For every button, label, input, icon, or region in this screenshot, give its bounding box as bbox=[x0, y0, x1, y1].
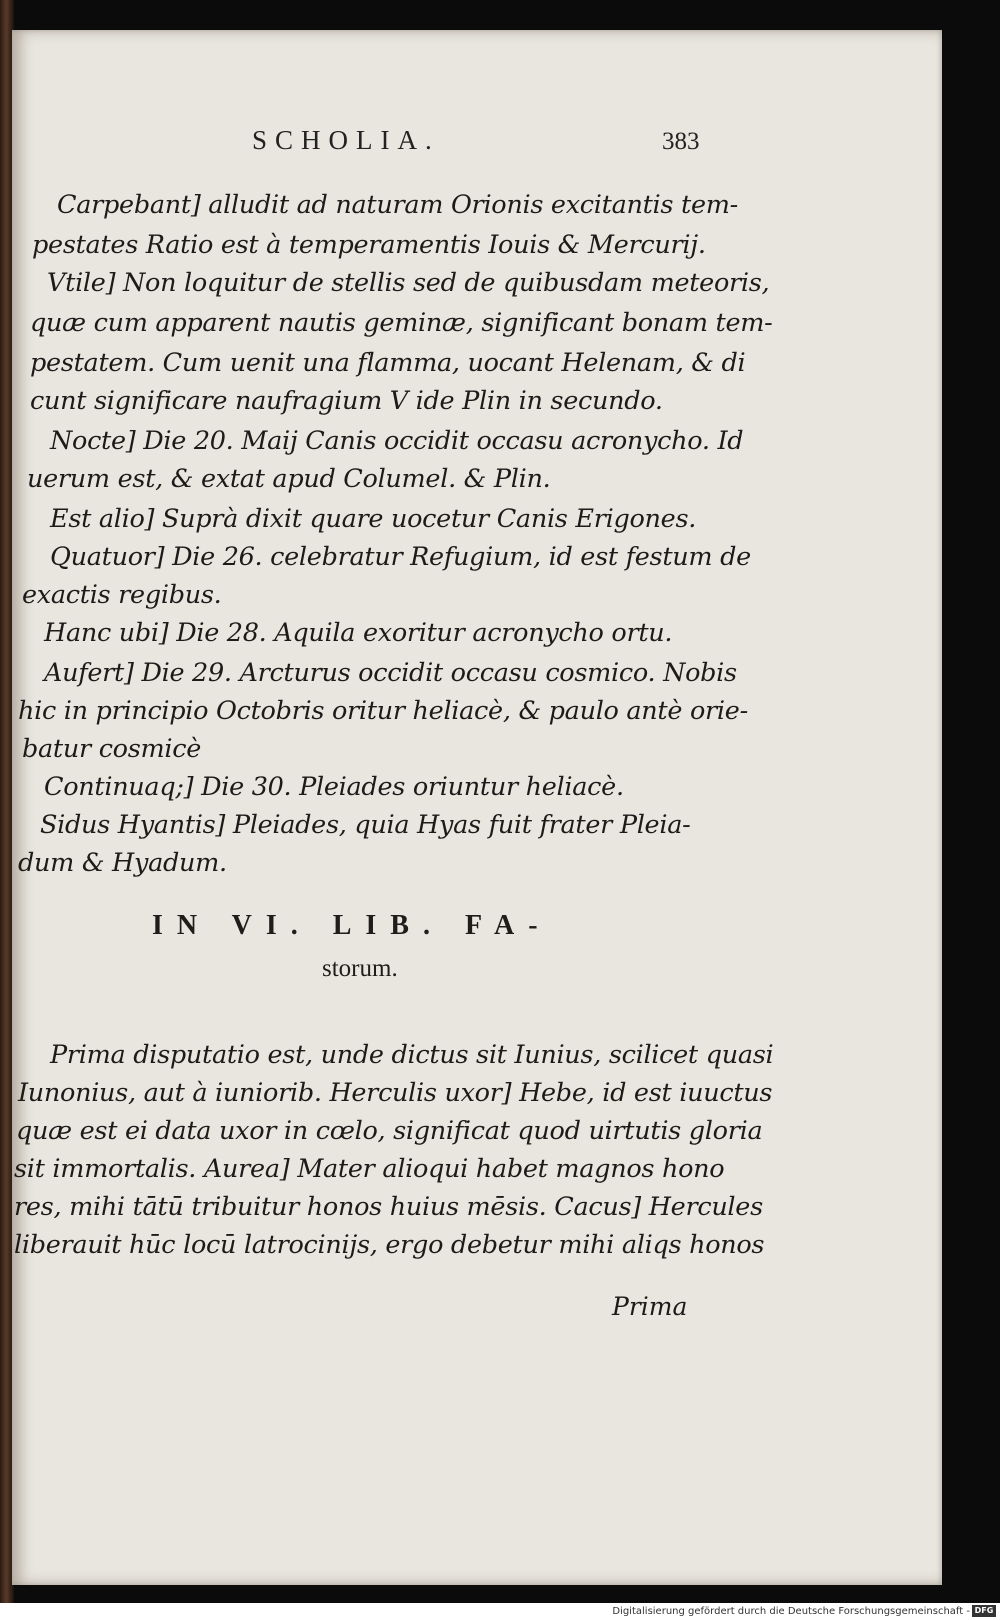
text-line: dum & Hyadum. bbox=[18, 848, 227, 878]
text-line: pestatem. Cum uenit una flamma, uocant Helenam, & di bbox=[30, 348, 746, 378]
text-line: Carpebant] alludit ad naturam Orionis excitantis tem- bbox=[57, 190, 738, 220]
text-line: batur cosmicè bbox=[22, 734, 202, 764]
book-page bbox=[12, 30, 942, 1585]
text-line: Sidus Hyantis] Pleiades, quia Hyas fuit frater Pleia- bbox=[40, 810, 691, 840]
text-line: Iunonius, aut à iuniorib. Herculis uxor] Hebe, id est iuuctus bbox=[18, 1078, 773, 1108]
text-line: Hanc ubi] Die 28. Aquila exoritur acronycho ortu. bbox=[44, 618, 673, 648]
text-line: Nocte] Die 20. Maij Canis occidit occasu acronycho. Id bbox=[50, 426, 744, 456]
text-line: Prima disputatio est, unde dictus sit Iunius, scilicet quasi bbox=[50, 1040, 774, 1070]
text-line: pestates Ratio est à temperamentis Iouis & Mercurij. bbox=[32, 230, 706, 260]
page-number: 383 bbox=[662, 128, 700, 155]
text-line: exactis regibus. bbox=[22, 580, 222, 610]
text-line: Vtile] Non loquitur de stellis sed de quibusdam meteoris, bbox=[47, 268, 770, 298]
text-line: Est alio] Suprà dixit quare uocetur Canis Erigones. bbox=[50, 504, 697, 534]
text-line: Quatuor] Die 26. celebratur Refugium, id est festum de bbox=[50, 542, 751, 572]
running-head: SCHOLIA. bbox=[252, 125, 440, 155]
dfg-logo: DFG bbox=[972, 1605, 996, 1617]
section-heading-continuation: storum. bbox=[322, 955, 398, 982]
text-line: liberauit hūc locū latrocinijs, ergo debetur mihi aliqs honos bbox=[14, 1230, 765, 1260]
catchword: Prima bbox=[612, 1292, 688, 1321]
text-line: sit immortalis. Aurea] Mater alioqui habet magnos hono bbox=[14, 1154, 725, 1184]
text-line: quæ est ei data uxor in cœlo, significat quod uirtutis gloria bbox=[16, 1116, 763, 1146]
text-line: hic in principio Octobris oritur heliacè, & paulo antè orie- bbox=[18, 696, 748, 726]
text-line: res, mihi tātū tribuitur honos huius mēsis. Cacus] Hercules bbox=[14, 1192, 763, 1222]
text-line: cunt significare naufragium V ide Plin in secundo. bbox=[30, 386, 663, 416]
section-heading: IN VI. LIB. FA- bbox=[152, 910, 552, 941]
footer-bar bbox=[0, 1603, 1000, 1620]
funding-credit: Digitalisierung gefördert durch die Deutsche Forschungsgemeinschaft - bbox=[612, 1606, 970, 1617]
text-line: quæ cum apparent nautis geminæ, significant bonam tem- bbox=[30, 308, 773, 338]
text-line: uerum est, & extat apud Columel. & Plin. bbox=[27, 464, 551, 494]
text-line: Continuaq;] Die 30. Pleiades oriuntur heliacè. bbox=[44, 772, 624, 802]
text-line: Aufert] Die 29. Arcturus occidit occasu cosmico. Nobis bbox=[44, 658, 737, 688]
